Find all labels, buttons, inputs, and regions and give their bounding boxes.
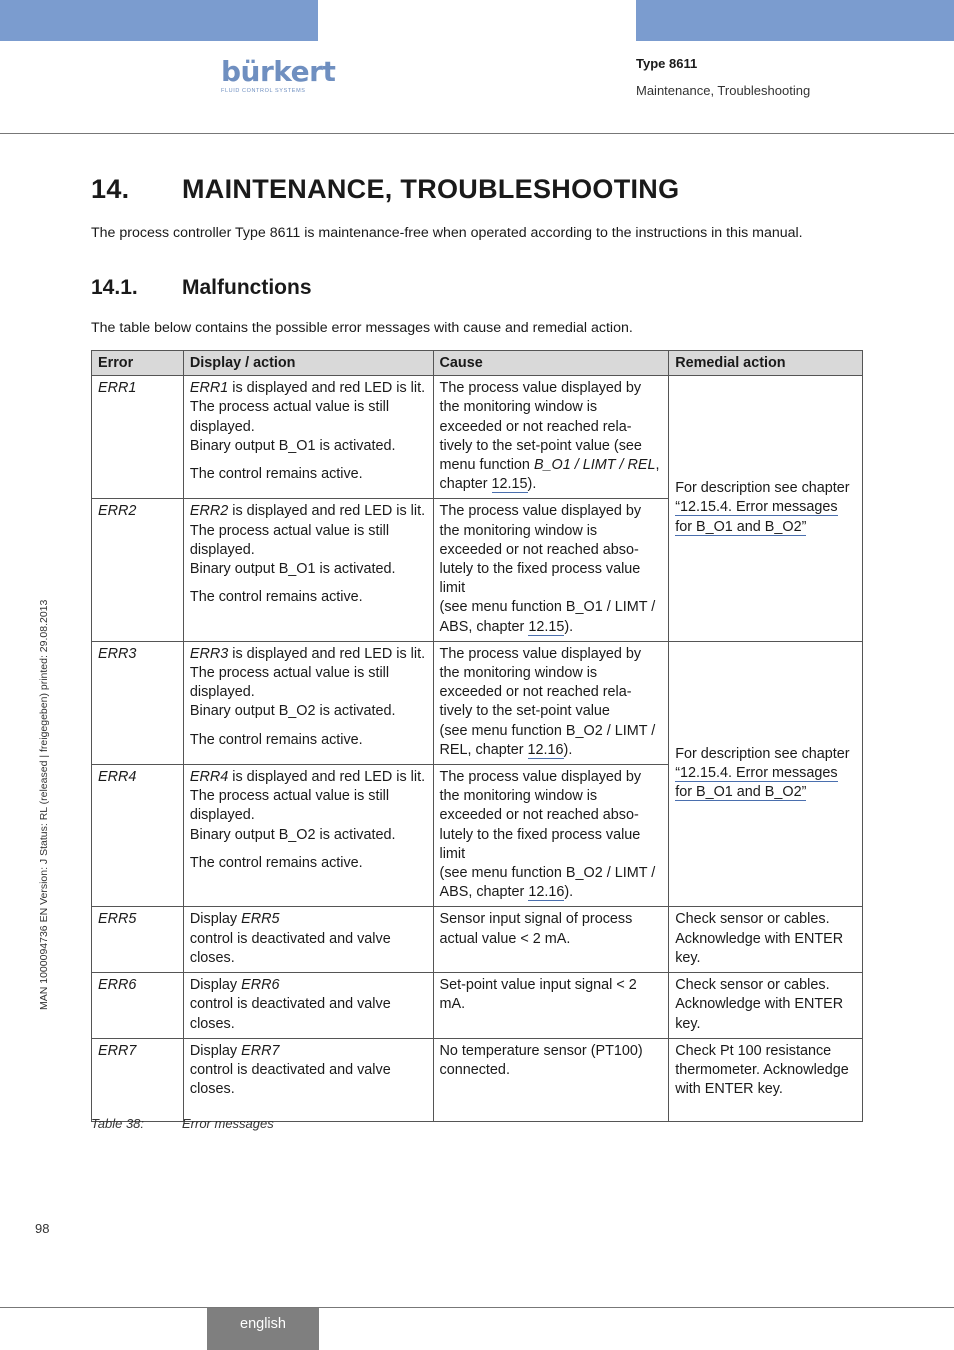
error-code: ERR3 [92, 641, 184, 764]
error-code: ERR6 [92, 973, 184, 1039]
chapter-link[interactable]: 12.15 [528, 618, 565, 635]
chapter-link[interactable]: 12.16 [528, 884, 565, 901]
display-action: Display ERR6 control is deactivated and valve closes. [183, 973, 433, 1039]
cause: No temperature sensor (PT100) connected. [433, 1038, 669, 1121]
remedy-group-2: For description see chapter “12.15.4. Error messages for B_O1 and B_O2” [669, 641, 863, 907]
display-action: ERR3 is displayed and red LED is lit. The process actual value is still displayed. Binary output B_O2 is activated. The control remains active. [183, 641, 433, 764]
remedy: Check sensor or cables. Acknowledge with ENTER key. [669, 973, 863, 1039]
remedy-link-2[interactable]: “12.15.4. Error messages for B_O1 and B_O2” [675, 765, 838, 801]
error-code: ERR7 [92, 1038, 184, 1121]
header-bar-right [636, 0, 954, 41]
table-row [92, 973, 863, 1039]
header-remedy: Remedial action [669, 351, 863, 376]
display-action: ERR2 is displayed and red LED is lit. The process actual value is still displayed. Binary output B_O1 is activated. The control remains active. [183, 499, 433, 641]
display-action: Display ERR5 control is deactivated and valve closes. [183, 907, 433, 973]
table-row [92, 1038, 863, 1121]
remedy-link-1[interactable]: “12.15.4. Error messages for B_O1 and B_O2” [675, 499, 838, 535]
cause: The process value displayed by the monitoring window is exceeded or not reached rela-tively to the set-point value (see menu function B_O2 / LIMT / REL, chapter 12.16). [433, 641, 669, 764]
section-heading: 14.1. Malfunctions [91, 276, 312, 299]
cause: The process value displayed by the monitoring window is exceeded or not reached abso-lutely to the fixed process value limit (see menu function B_O2 / LIMT / ABS, chapter 12.16). [433, 765, 669, 907]
remedy: Check Pt 100 resistance thermometer. Acknowledge with ENTER key. [669, 1038, 863, 1121]
chapter-link[interactable]: 12.16 [527, 741, 564, 758]
error-code: ERR2 [92, 499, 184, 641]
chapter-intro: The process controller Type 8611 is maintenance-free when operated according to the instructions in this manual. [91, 225, 803, 241]
header-bar-left [0, 0, 318, 41]
cause: Sensor input signal of process actual value < 2 mA. [433, 907, 669, 973]
display-action: ERR4 is displayed and red LED is lit. The process actual value is still displayed. Binary output B_O2 is activated. The control remains active. [183, 765, 433, 907]
error-code: ERR1 [92, 376, 184, 499]
header-subtitle: Maintenance, Troubleshooting [636, 83, 811, 98]
language-tab: english [207, 1308, 319, 1350]
table-row [92, 376, 863, 499]
error-code: ERR4 [92, 765, 184, 907]
burkert-logo: bürkert FLUID CONTROL SYSTEMS [221, 55, 336, 94]
header-error: Error [92, 351, 184, 376]
cause: The process value displayed by the monitoring window is exceeded or not reached rela-tively to the set-point value (see menu function B_O1 / LIMT / REL, chapter 12.15). [433, 376, 669, 499]
chapter-link[interactable]: 12.15 [491, 476, 528, 493]
table-caption: Table 38: Error messages [91, 1116, 274, 1131]
display-action: Display ERR7 control is deactivated and valve closes. [183, 1038, 433, 1121]
header-display: Display / action [183, 351, 433, 376]
header-divider [0, 133, 954, 134]
remedy: Check sensor or cables. Acknowledge with ENTER key. [669, 907, 863, 973]
table-header-row [92, 351, 863, 376]
error-table [91, 350, 863, 1122]
header-cause: Cause [433, 351, 669, 376]
document-status-text: MAN 1000094736 EN Version: J Status: RL (released | freigegeben) printed: 29.08.2013 [38, 599, 50, 1010]
error-code: ERR5 [92, 907, 184, 973]
remedy-group-1: For description see chapter “12.15.4. Error messages for B_O1 and B_O2” [669, 376, 863, 642]
chapter-heading: 14. MAINTENANCE, TROUBLESHOOTING [91, 174, 680, 204]
cause: The process value displayed by the monitoring window is exceeded or not reached abso-lutely to the fixed process value limit (see menu function B_O1 / LIMT / ABS, chapter 12.15). [433, 499, 669, 641]
display-action: ERR1 is displayed and red LED is lit. The process actual value is still displayed. Binary output B_O1 is activated. The control remains active. [183, 376, 433, 499]
page-number: 98 [35, 1221, 50, 1236]
table-row [92, 641, 863, 764]
cause: Set-point value input signal < 2 mA. [433, 973, 669, 1039]
footer-divider [0, 1307, 954, 1308]
table-row [92, 907, 863, 973]
header-type: Type 8611 [636, 56, 698, 71]
section-intro: The table below contains the possible error messages with cause and remedial action. [91, 320, 633, 336]
